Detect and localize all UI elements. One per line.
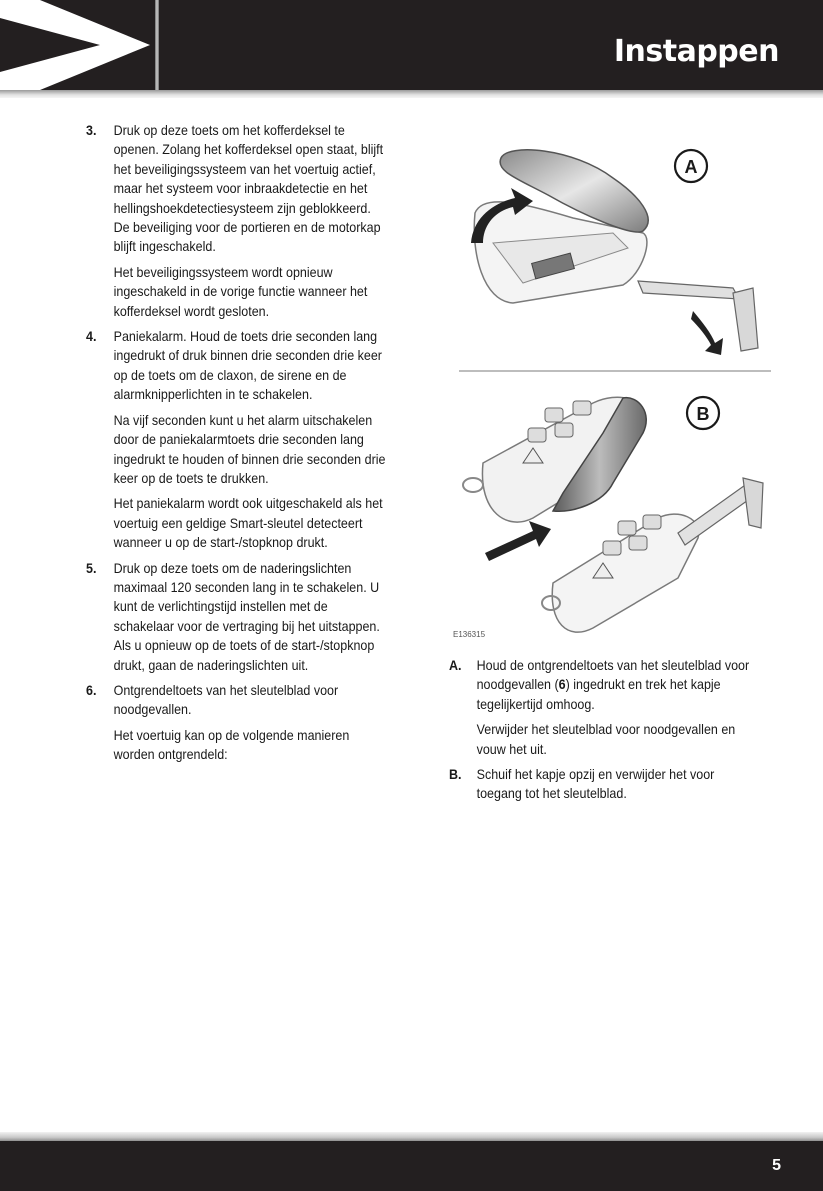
list-item [86, 559, 390, 675]
page-footer [0, 1141, 823, 1191]
key-illustration [453, 133, 777, 643]
panel-b-fob-upper [463, 397, 646, 522]
page-title: Instappen [613, 34, 779, 69]
item-paragraph: Paniekalarm. Houd de toets drie seconden lang ingedrukt of druk binnen drie seconden drie keer op de toets om de claxon, de sirene en de alarmknipperlichten in te schakelen. [113, 329, 382, 403]
figure-code: E136315 [453, 630, 486, 639]
item-paragraph: Druk op deze toets om de naderingslichten maximaal 120 seconden lang in te schakelen. U kunt de verlichtingstijd instellen met de schakelaar voor de vertraging bij het uitstappen. Als u opnieuw op de toets of de start-/stopknop drukt, gaan de naderingslichten uit. [113, 560, 380, 673]
list-item [86, 327, 390, 552]
item-paragraph [477, 656, 753, 714]
item-paragraph: Na vijf seconden kunt u het alarm uitschakelen door de paniekalarmtoets drie seconden lang ingedrukt te houden of binnen drie seconden drie keer op de toets te drukken. [113, 412, 386, 486]
item-paragraph: Het paniekalarm wordt ook uitgeschakeld als het voertuig een geldige Smart-sleutel detecteert wanneer u op de start-/stopknop drukt. [113, 496, 383, 551]
item-number: 3. [86, 123, 97, 138]
list-item [86, 121, 390, 321]
right-column [449, 656, 753, 810]
item-paragraph: Druk op deze toets om het kofferdeksel te openen. Zolang het kofferdeksel open staat, blijft het beveiligingssysteem van het voertuig actief, maar het systeem voor inbraakdetectie en het hellingshoekdetectiesysteem zijn geblokkeerd. De beveiliging voor de portieren en de motorkap blijft ingeschakeld. [113, 123, 384, 255]
list-item [86, 681, 390, 765]
item-paragraph: Het voertuig kan op de volgende manieren worden ontgrendeld: [113, 727, 350, 763]
item-number: 4. [86, 329, 97, 345]
label-a-badge [675, 150, 707, 182]
list-item [449, 765, 753, 804]
list-item [449, 656, 753, 759]
label-a: A [684, 157, 698, 177]
text-segment-bold: 6 [558, 677, 566, 693]
footer-rule [0, 1132, 823, 1141]
item-paragraph: Verwijder het sleutelblad voor noodgevallen en vouw het uit. [476, 722, 736, 757]
key-fob-drawing [453, 133, 777, 643]
arrow-icon [485, 521, 551, 561]
panel-a-fob [474, 150, 648, 303]
figure-divider [459, 370, 771, 372]
label-b: B [696, 404, 710, 424]
chevron-graphic-icon [0, 0, 160, 90]
item-paragraph: Schuif het kapje opzij en verwijder het voor toegang tot het sleutelblad. [476, 767, 715, 802]
header-divider [155, 0, 159, 90]
text-segment: Houd de ontgrendeltoets van het sleutelblad voor noodgevallen ( [476, 658, 750, 693]
header-rule [0, 90, 823, 98]
text-segment: ) ingedrukt en trek het kapje tegelijkertijd omhoog. [476, 677, 721, 712]
page-header [0, 0, 823, 90]
left-column [86, 121, 390, 771]
arrow-icon [691, 311, 723, 355]
key-blade-icon [638, 281, 758, 351]
item-number: 5. [86, 560, 97, 576]
label-b-badge [687, 397, 719, 429]
item-number: A. [449, 658, 462, 673]
item-paragraph: Ontgrendeltoets van het sleutelblad voor noodgevallen. [113, 682, 339, 718]
item-number: 6. [86, 682, 97, 698]
item-number: B. [449, 767, 462, 783]
page-number: 5 [772, 1157, 781, 1174]
item-paragraph: Het beveiligingssysteem wordt opnieuw ingeschakeld in de vorige functie wanneer het kofferdeksel wordt gesloten. [113, 264, 368, 319]
